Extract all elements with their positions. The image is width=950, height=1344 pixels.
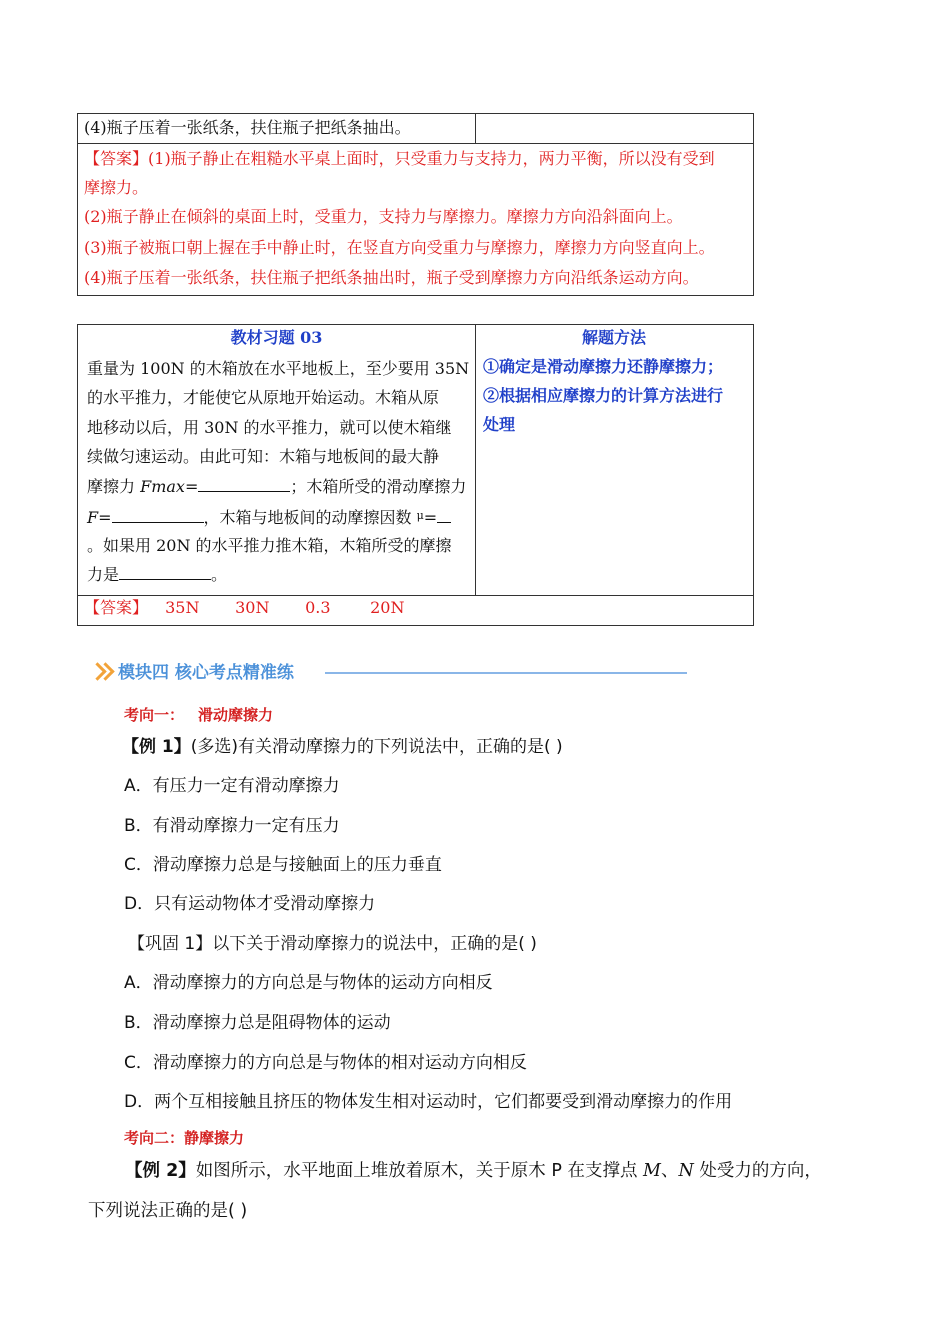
variable-f: F xyxy=(87,508,99,527)
answer-table-1 xyxy=(77,113,754,296)
example-question-cont: 下列说法正确的是( ) xyxy=(88,1201,248,1221)
example-question: 【例 1】(多选)有关滑动摩擦力的下列说法中，正确的是( ) xyxy=(122,737,563,757)
exercise-header: 教材习题 03 xyxy=(230,328,323,347)
answer-value: 35N xyxy=(165,598,200,617)
exercise-table xyxy=(77,324,754,626)
table-divider xyxy=(78,143,753,144)
answer-blank xyxy=(437,508,451,523)
module-title: 模块四 核心考点精准练 xyxy=(118,663,294,683)
consolidate-question: 【巩固 1】以下关于滑动摩擦力的说法中，正确的是( ) xyxy=(128,934,537,954)
table-divider xyxy=(475,325,476,595)
answer-row xyxy=(84,598,404,618)
method-line: ①确定是滑动摩擦力还静摩擦力； xyxy=(483,357,724,376)
double-chevron-icon xyxy=(90,660,116,682)
example-question: 【例 2】如图所示，水平地面上堆放着原木，关于原木 P 在支撑点 M、N 处受力的方向， xyxy=(125,1161,822,1181)
answer-value: 20N xyxy=(370,598,405,617)
option-b: B．有滑动摩擦力一定有压力 xyxy=(124,816,340,836)
option-c: C．滑动摩擦力总是与接触面上的压力垂直 xyxy=(124,855,442,875)
method-header: 解题方法 xyxy=(581,328,646,347)
section-heading: 考向一： 滑动摩擦力 xyxy=(124,706,274,724)
answer-value: 30N xyxy=(235,598,270,617)
answer-blank xyxy=(198,477,290,492)
table-row-text: (4)瓶子压着一张纸条，扶住瓶子把纸条抽出。 xyxy=(84,118,411,137)
option-a: A．有压力一定有滑动摩擦力 xyxy=(124,776,340,796)
answer-blank xyxy=(119,565,211,580)
variable-fmax: Fmax xyxy=(140,477,185,496)
problem-line: 重量为 100N 的木箱放在水平地板上，至少要用 35N xyxy=(87,359,470,378)
example-label: 【例 1】 xyxy=(122,737,191,757)
consolidate-label: 【巩固 1】 xyxy=(128,934,213,954)
problem-line: 续做匀速运动。由此可知：木箱与地板间的最大静 xyxy=(87,447,440,466)
section-heading: 考向二：静摩擦力 xyxy=(124,1129,245,1147)
answer-line: (4)瓶子压着一张纸条，扶住瓶子把纸条抽出时，瓶子受到摩擦力方向沿纸条运动方向。 xyxy=(84,268,699,287)
answer-blank xyxy=(112,508,204,523)
option-c: C．滑动摩擦力的方向总是与物体的相对运动方向相反 xyxy=(124,1053,527,1073)
option-d: D．两个互相接触且挤压的物体发生相对运动时，它们都要受到滑动摩擦力的作用 xyxy=(124,1092,733,1112)
problem-line: 力是 。 xyxy=(87,565,228,584)
variable-m: M xyxy=(643,1161,661,1181)
problem-line: 地移动以后，用 30N 的水平推力，就可以使木箱继 xyxy=(87,418,452,437)
answer-line: (3)瓶子被瓶口朝上握在手中静止时，在竖直方向受重力与摩擦力，摩擦力方向竖直向上。 xyxy=(84,238,715,257)
table-divider xyxy=(78,595,753,596)
table-divider xyxy=(475,114,476,143)
problem-line: 的水平推力，才能使它从原地开始运动。木箱从原 xyxy=(87,388,440,407)
answer-line: 摩擦力。 xyxy=(84,178,149,197)
option-d: D．只有运动物体才受滑动摩擦力 xyxy=(124,894,376,914)
method-line: 处理 xyxy=(483,415,516,434)
answer-label: 【答案】 xyxy=(84,149,149,168)
answer-value: 0.3 xyxy=(305,598,331,617)
option-b: B．滑动摩擦力总是阻碍物体的运动 xyxy=(124,1013,391,1033)
answer-label: 【答案】 xyxy=(84,598,149,617)
mu-symbol: μ xyxy=(416,509,424,522)
problem-line: 摩擦力 Fmax= ；木箱所受的滑动摩擦力 xyxy=(87,477,467,496)
problem-line: F= ，木箱与地板间的动摩擦因数 $^\mu$= xyxy=(87,506,451,528)
problem-line: 。如果用 20N 的水平推力推木箱，木箱所受的摩擦 xyxy=(87,536,452,555)
variable-n: N xyxy=(678,1161,694,1181)
example-label: 【例 2】 xyxy=(125,1161,196,1181)
answer-line: 【答案】(1)瓶子静止在粗糙水平桌上面时，只受重力与支持力，两力平衡，所以没有受到 xyxy=(84,149,715,168)
option-a: A．滑动摩擦力的方向总是与物体的运动方向相反 xyxy=(124,973,493,993)
method-line: ②根据相应摩擦力的计算方法进行 xyxy=(483,386,724,405)
module-banner xyxy=(90,660,700,686)
answer-line: (2)瓶子静止在倾斜的桌面上时，受重力，支持力与摩擦力。摩擦力方向沿斜面向上。 xyxy=(84,207,683,226)
module-rule xyxy=(325,672,687,674)
